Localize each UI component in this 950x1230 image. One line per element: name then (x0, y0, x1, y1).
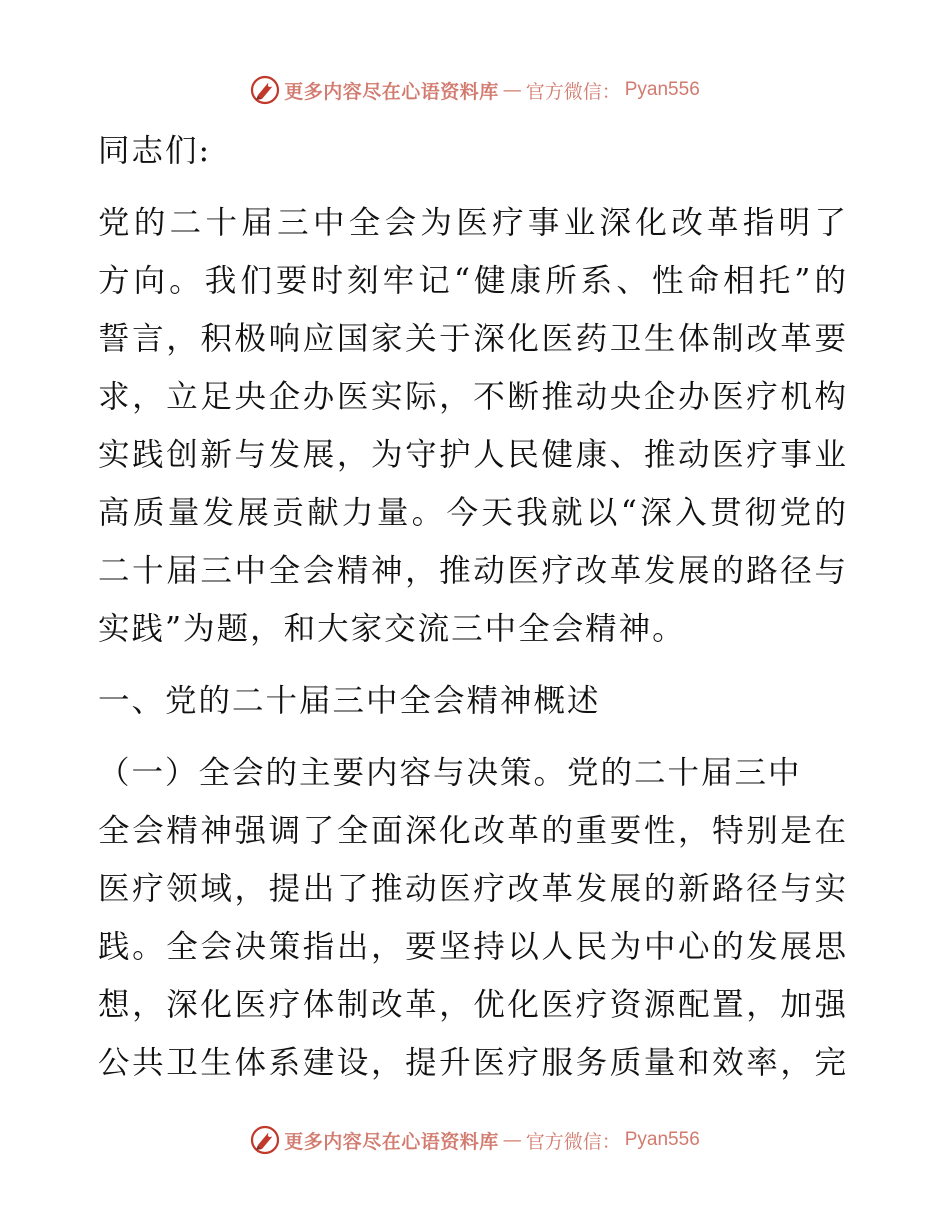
paragraph-line: 实践创新与发展，为守护人民健康、推动医疗事业 (98, 437, 848, 473)
paragraph-line: 实践”为题，和大家交流三中全会精神。 (98, 611, 686, 647)
paragraph-line: （一）全会的主要内容与决策。党的二十届三中 (98, 755, 802, 791)
footer-wechat-label: 官方微信： (525, 1130, 621, 1153)
paragraph-line: 全会精神强调了全面深化改革的重要性，特别是在 (98, 813, 848, 849)
intro-paragraph (98, 194, 848, 658)
paragraph-line: 医疗领域，提出了推动医疗改革发展的新路径与实 (98, 871, 848, 907)
footer-wechat-id: Pyan556 (624, 1129, 700, 1150)
salutation: 同志们: (98, 133, 212, 169)
pen-logo-icon (250, 75, 280, 105)
pen-logo-icon (250, 1125, 280, 1155)
section-paragraph (98, 744, 848, 1092)
paragraph-line: 誓言，积极响应国家关于深化医药卫生体制改革要 (98, 321, 848, 357)
paragraph-line: 想，深化医疗体制改革，优化医疗资源配置，加强 (98, 987, 848, 1023)
paragraph-line: 求，立足央企办医实际，不断推动央企办医疗机构 (98, 379, 848, 415)
footer-watermark-banner (0, 1122, 950, 1158)
header-wechat-id: Pyan556 (624, 79, 700, 100)
paragraph-line: 二十届三中全会精神，推动医疗改革发展的路径与 (98, 553, 848, 589)
paragraph-line: 方向。我们要时刻牢记“健康所系、性命相托”的 (98, 263, 848, 299)
header-separator: — (502, 79, 522, 101)
header-wechat-label: 官方微信： (525, 80, 621, 103)
header-site-text: 更多内容尽在心语资料库 (284, 80, 499, 103)
paragraph-line: 公共卫生体系建设，提升医疗服务质量和效率，完 (98, 1045, 848, 1081)
section-heading: 一、党的二十届三中全会精神概述 (98, 683, 601, 719)
paragraph-line: 践。全会决策指出，要坚持以人民为中心的发展思 (98, 929, 848, 965)
paragraph-line: 党的二十届三中全会为医疗事业深化改革指明了 (98, 205, 848, 241)
header-watermark-banner (0, 72, 950, 108)
paragraph-line: 高质量发展贡献力量。今天我就以“深入贯彻党的 (98, 495, 848, 531)
document-body (98, 122, 848, 1092)
footer-site-text: 更多内容尽在心语资料库 (284, 1130, 499, 1153)
footer-separator: — (502, 1129, 522, 1151)
